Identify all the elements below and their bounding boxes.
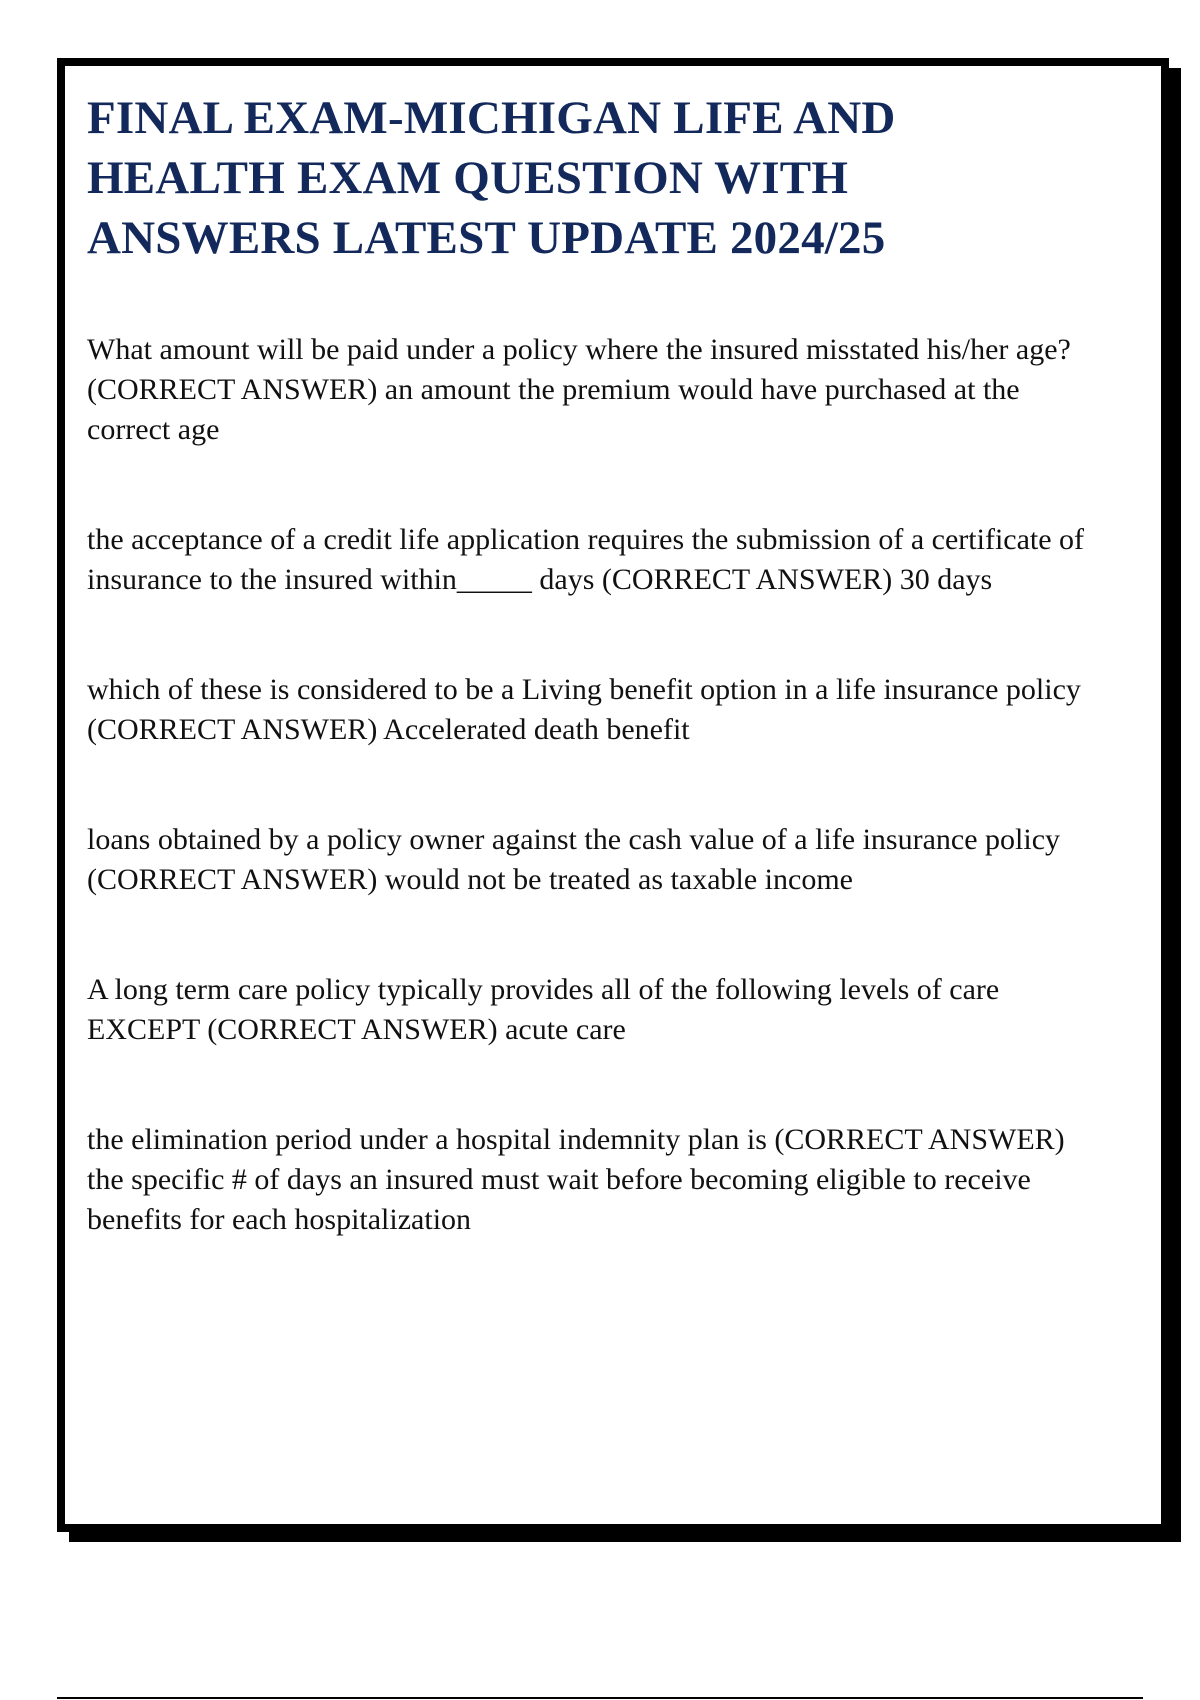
qa-item: the acceptance of a credit life application requires the submission of a certificate of insurance to the insured within_____ days (CORRECT ANSWER) 30 days <box>87 523 1085 596</box>
qa-item: loans obtained by a policy owner against the cash value of a life insurance policy (CORRECT ANSWER) would not be treated as taxable income <box>87 823 1061 896</box>
qa-item: the elimination period under a hospital indemnity plan is (CORRECT ANSWER) the specific # of days an insured must wait before becoming eligible to receive benefits for each hospitalization <box>87 1123 1065 1236</box>
document-title: FINAL EXAM-MICHIGAN LIFE AND HEALTH EXAM QUESTION WITH ANSWERS LATEST UPDATE 2024/25 <box>87 92 896 264</box>
document-content <box>87 88 1087 1240</box>
bottom-rule <box>57 1697 1143 1699</box>
qa-item: A long term care policy typically provides all of the following levels of care EXCEPT (CORRECT ANSWER) acute care <box>87 973 1000 1046</box>
qa-list <box>87 330 1087 1240</box>
qa-item: which of these is considered to be a Living benefit option in a life insurance policy (CORRECT ANSWER) Accelerated death benefit <box>87 673 1081 746</box>
qa-item: What amount will be paid under a policy where the insured misstated his/her age? (CORRECT ANSWER) an amount the premium would have purchased at the correct age <box>87 333 1071 446</box>
